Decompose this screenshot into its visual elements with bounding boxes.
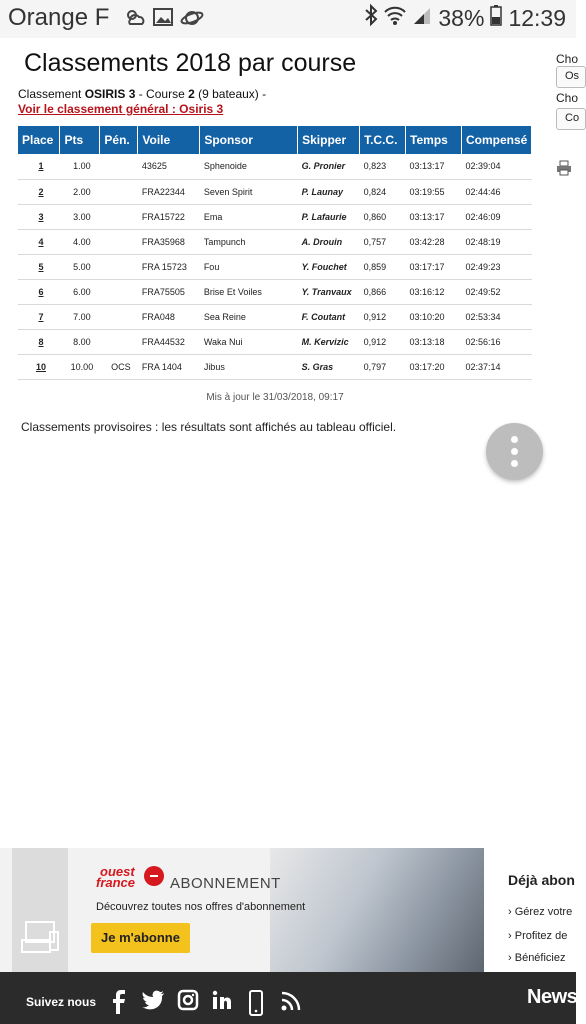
sail-number-cell: FRA048 xyxy=(138,304,200,329)
ouest-france-logo xyxy=(96,866,166,894)
time-cell: 03:17:20 xyxy=(406,354,462,379)
follow-us-label: Suivez nous xyxy=(26,995,97,1009)
compensated-time-cell: 02:49:23 xyxy=(461,254,531,279)
points-cell: 6.00 xyxy=(60,279,100,304)
sponsor-cell: Fou xyxy=(200,254,298,279)
sponsor-cell: Sea Reine xyxy=(200,304,298,329)
sail-number-cell: FRA22344 xyxy=(138,179,200,204)
time-cell: 03:17:17 xyxy=(406,254,462,279)
penalty-cell xyxy=(100,329,138,354)
penalty-cell: OCS xyxy=(100,354,138,379)
signal-icon xyxy=(412,5,432,32)
more-dot-icon xyxy=(511,460,518,467)
sail-number-cell: FRA15722 xyxy=(138,204,200,229)
sponsor-cell: Jibus xyxy=(200,354,298,379)
general-ranking-link[interactable]: Voir le classement général : Osiris 3 xyxy=(18,102,224,116)
time-cell: 03:10:20 xyxy=(406,304,462,329)
course-number: 2 xyxy=(188,87,195,101)
col-header-place: Place xyxy=(18,126,60,154)
sail-number-cell: FRA35968 xyxy=(138,229,200,254)
penalty-cell xyxy=(100,304,138,329)
planet-icon xyxy=(180,6,204,35)
more-options-button[interactable] xyxy=(486,423,543,480)
ad-bullet-text: Bénéficiez xyxy=(514,952,566,964)
print-icon[interactable] xyxy=(556,160,572,181)
compensated-time-cell: 02:39:04 xyxy=(461,154,531,179)
carrier-name: Orange F xyxy=(8,4,110,31)
points-cell: 1.00 xyxy=(60,154,100,179)
col-header-voile: Voile xyxy=(138,126,200,154)
class-select[interactable]: Os xyxy=(556,66,586,88)
col-header-sponsor: Sponsor xyxy=(200,126,298,154)
battery-level: 38% xyxy=(438,4,485,31)
tcc-cell: 0,860 xyxy=(360,204,406,229)
place-link[interactable]: 8 xyxy=(18,329,60,354)
sail-number-cell: 43625 xyxy=(138,154,200,179)
status-bar xyxy=(0,0,576,38)
sponsor-cell: Ema xyxy=(200,204,298,229)
logo-mark-icon xyxy=(144,866,164,886)
skipper-cell: Y. Fouchet xyxy=(298,254,360,279)
results-table xyxy=(18,126,532,380)
class-name: OSIRIS 3 xyxy=(84,87,136,101)
tcc-cell: 0,866 xyxy=(360,279,406,304)
status-right xyxy=(364,4,566,32)
sail-number-cell: FRA44532 xyxy=(138,329,200,354)
table-row xyxy=(18,279,532,304)
ad-bullet: › Gérez votre xyxy=(508,906,573,918)
time-cell: 03:19:55 xyxy=(406,179,462,204)
logo-text-france: france xyxy=(96,875,136,890)
table-row xyxy=(18,179,532,204)
table-row xyxy=(18,354,532,379)
points-cell: 3.00 xyxy=(60,204,100,229)
compensated-time-cell: 02:37:14 xyxy=(461,354,531,379)
place-link[interactable]: 6 xyxy=(18,279,60,304)
place-link[interactable]: 7 xyxy=(18,304,60,329)
place-link[interactable]: 5 xyxy=(18,254,60,279)
skipper-cell: P. Launay xyxy=(298,179,360,204)
choose-label-1: Cho xyxy=(556,52,579,66)
compensated-time-cell: 02:44:46 xyxy=(461,179,531,204)
ad-devices-panel xyxy=(12,848,68,972)
ad-description: Découvrez toutes nos offres d'abonnement xyxy=(96,901,306,913)
time-cell: 03:13:17 xyxy=(406,204,462,229)
classement-subtitle xyxy=(18,87,266,101)
sponsor-cell: Brise Et Voiles xyxy=(200,279,298,304)
choose-label-2: Cho xyxy=(556,91,579,105)
tcc-cell: 0,912 xyxy=(360,329,406,354)
logo-text-ouest: ouest xyxy=(100,864,135,879)
time-cell: 03:13:18 xyxy=(406,329,462,354)
skipper-cell: G. Pronier xyxy=(298,154,360,179)
battery-icon xyxy=(490,4,502,32)
col-header-temps: Temps xyxy=(406,126,462,154)
penalty-cell xyxy=(100,154,138,179)
sail-number-cell: FRA75505 xyxy=(138,279,200,304)
sail-number-cell: FRA 15723 xyxy=(138,254,200,279)
compensated-time-cell: 02:46:09 xyxy=(461,204,531,229)
subtitle-prefix: Classement xyxy=(18,87,85,101)
mobile-app-icon[interactable] xyxy=(249,990,263,1021)
compensated-time-cell: 02:48:19 xyxy=(461,229,531,254)
table-header-row xyxy=(18,126,532,154)
tcc-cell: 0,797 xyxy=(360,354,406,379)
penalty-cell xyxy=(100,229,138,254)
ad-bullet-text: Gérez votre xyxy=(514,906,573,918)
table-row xyxy=(18,204,532,229)
col-header-pen: Pén. xyxy=(100,126,138,154)
table-row xyxy=(18,229,532,254)
skipper-cell: A. Drouin xyxy=(298,229,360,254)
more-dot-icon xyxy=(511,436,518,443)
clock: 12:39 xyxy=(508,4,566,31)
sponsor-cell: Waka Nui xyxy=(200,329,298,354)
penalty-cell xyxy=(100,254,138,279)
skipper-cell: Y. Tranvaux xyxy=(298,279,360,304)
course-select[interactable]: Co xyxy=(556,108,586,130)
compensated-time-cell: 02:56:16 xyxy=(461,329,531,354)
time-cell: 03:16:12 xyxy=(406,279,462,304)
facebook-icon[interactable] xyxy=(110,990,126,1019)
skipper-cell: S. Gras xyxy=(298,354,360,379)
points-cell: 7.00 xyxy=(60,304,100,329)
skipper-cell: F. Coutant xyxy=(298,304,360,329)
compensated-time-cell: 02:49:52 xyxy=(461,279,531,304)
devices-icon xyxy=(18,918,62,958)
weather-icon xyxy=(124,6,148,35)
table-row xyxy=(18,329,532,354)
points-cell: 5.00 xyxy=(60,254,100,279)
place-link[interactable]: 4 xyxy=(18,229,60,254)
ad-already-subscribed: Déjà abon xyxy=(508,872,575,888)
sponsor-cell: Seven Spirit xyxy=(200,179,298,204)
points-cell: 8.00 xyxy=(60,329,100,354)
ad-abonnement-label: ABONNEMENT xyxy=(170,875,281,892)
place-link[interactable]: 10 xyxy=(18,354,60,379)
linkedin-icon[interactable] xyxy=(212,990,232,1015)
col-header-skipper: Skipper xyxy=(298,126,360,154)
place-link[interactable]: 2 xyxy=(18,179,60,204)
time-cell: 03:13:17 xyxy=(406,154,462,179)
penalty-cell xyxy=(100,279,138,304)
compensated-time-cell: 02:53:34 xyxy=(461,304,531,329)
bluetooth-icon xyxy=(364,4,378,32)
ad-bullet-text: Profitez de xyxy=(514,930,568,942)
col-header-pts: Pts xyxy=(60,126,100,154)
page-title: Classements 2018 par course xyxy=(24,49,357,77)
course-prefix: - Course xyxy=(135,87,189,101)
points-cell: 4.00 xyxy=(60,229,100,254)
skipper-cell: M. Kervizic xyxy=(298,329,360,354)
table-row xyxy=(18,154,532,179)
subscribe-button[interactable]: Je m'abonne xyxy=(91,923,190,953)
table-row xyxy=(18,304,532,329)
last-updated: Mis à jour le 31/03/2018, 09:17 xyxy=(206,392,344,403)
provisional-note: Classements provisoires : les résultats sont affichés au tableau officiel. xyxy=(21,420,397,434)
wifi-icon xyxy=(384,5,406,32)
table-row xyxy=(18,254,532,279)
instagram-icon[interactable] xyxy=(178,990,198,1015)
ad-bullet: › Profitez de xyxy=(508,930,568,942)
image-icon xyxy=(152,6,174,33)
rss-icon[interactable] xyxy=(280,990,302,1017)
points-cell: 10.00 xyxy=(60,354,100,379)
sponsor-cell: Sphenoide xyxy=(200,154,298,179)
tcc-cell: 0,912 xyxy=(360,304,406,329)
sponsor-cell: Tampunch xyxy=(200,229,298,254)
tcc-cell: 0,859 xyxy=(360,254,406,279)
time-cell: 03:42:28 xyxy=(406,229,462,254)
tcc-cell: 0,823 xyxy=(360,154,406,179)
col-header-compense: Compensé xyxy=(461,126,531,154)
place-link[interactable]: 1 xyxy=(18,154,60,179)
penalty-cell xyxy=(100,179,138,204)
col-header-tcc: T.C.C. xyxy=(360,126,406,154)
course-suffix: (9 bateaux) - xyxy=(194,87,267,101)
place-link[interactable]: 3 xyxy=(18,204,60,229)
penalty-cell xyxy=(100,204,138,229)
tcc-cell: 0,824 xyxy=(360,179,406,204)
skipper-cell: P. Lafaurie xyxy=(298,204,360,229)
more-dot-icon xyxy=(511,448,518,455)
newsletter-label[interactable]: Newsl xyxy=(527,986,583,1008)
ad-bullet: › Bénéficiez xyxy=(508,952,566,964)
sail-number-cell: FRA 1404 xyxy=(138,354,200,379)
points-cell: 2.00 xyxy=(60,179,100,204)
tcc-cell: 0,757 xyxy=(360,229,406,254)
twitter-icon[interactable] xyxy=(141,990,165,1017)
